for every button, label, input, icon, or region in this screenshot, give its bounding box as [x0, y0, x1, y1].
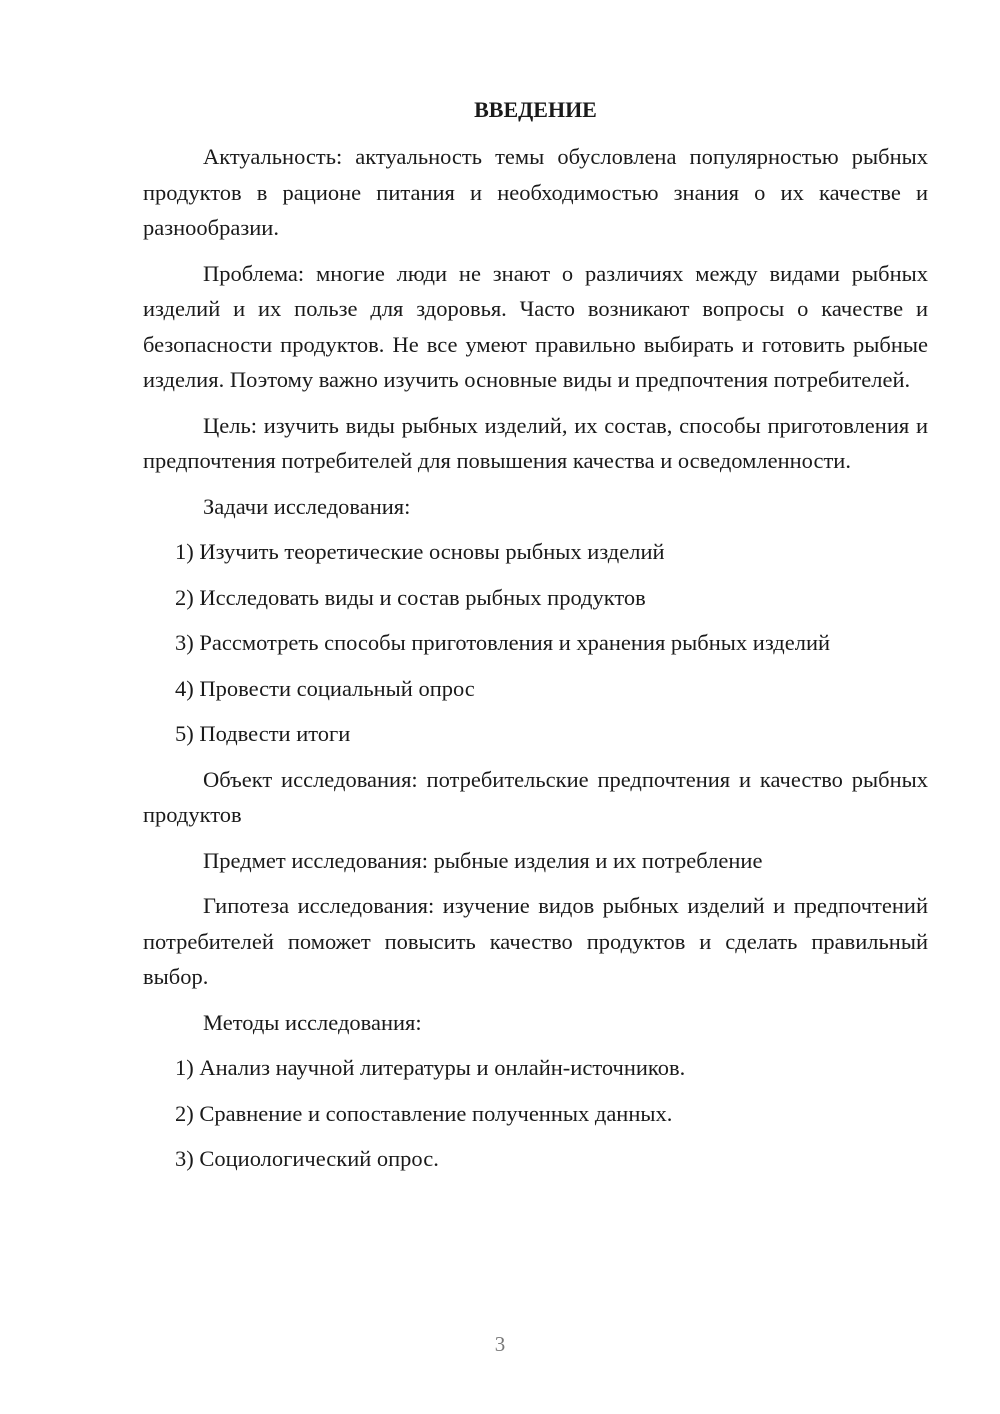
task-item-5: 5) Подвести итоги: [175, 721, 351, 746]
goal-paragraph: Цель: изучить виды рыбных изделий, их состав, способы приготовления и предпочтения потребителей для повышения качества и осведомленности.: [143, 412, 928, 473]
method-item-3: 3) Социологический опрос.: [175, 1146, 439, 1171]
task-item-1: 1) Изучить теоретические основы рыбных изделий: [175, 539, 665, 564]
task-item-4: 4) Провести социальный опрос: [175, 675, 475, 701]
hypothesis-paragraph: Гипотеза исследования: изучение видов рыбных изделий и предпочтений потребителей поможет повысить качество продуктов и сделать правильный выбор.: [143, 893, 928, 989]
task-item-3: 3) Рассмотреть способы приготовления и хранения рыбных изделий: [175, 630, 831, 655]
page-number: 3: [494, 1332, 506, 1356]
subject-paragraph: Предмет исследования: рыбные изделия и их потребление: [203, 847, 763, 873]
method-item-2: 2) Сравнение и сопоставление полученных данных.: [175, 1100, 673, 1126]
method-item-1: 1) Анализ научной литературы и онлайн-источников.: [175, 1055, 686, 1080]
relevance-paragraph: Актуальность: актуальность темы обусловлена популярностью рыбных продуктов в рационе питания и необходимостью знания о их качестве и разнообразии.: [143, 144, 928, 240]
document-page: [143, 92, 928, 1187]
task-item-2: 2) Исследовать виды и состав рыбных продуктов: [175, 584, 646, 610]
methods-heading: Методы исследования:: [203, 1009, 422, 1035]
problem-paragraph: Проблема: многие люди не знают о различиях между видами рыбных изделий и их пользе для здоровья. Часто возникают вопросы о качестве и безопасности продуктов. Не все умеют правильно выбирать и готовить рыбные изделия. Поэтому важно изучить основные виды и предпочтения потребителей.: [143, 260, 928, 392]
tasks-heading: Задачи исследования:: [203, 493, 411, 519]
page-title: ВВЕДЕНИЕ: [474, 97, 597, 122]
object-paragraph: Объект исследования: потребительские предпочтения и качество рыбных продуктов: [143, 766, 928, 827]
